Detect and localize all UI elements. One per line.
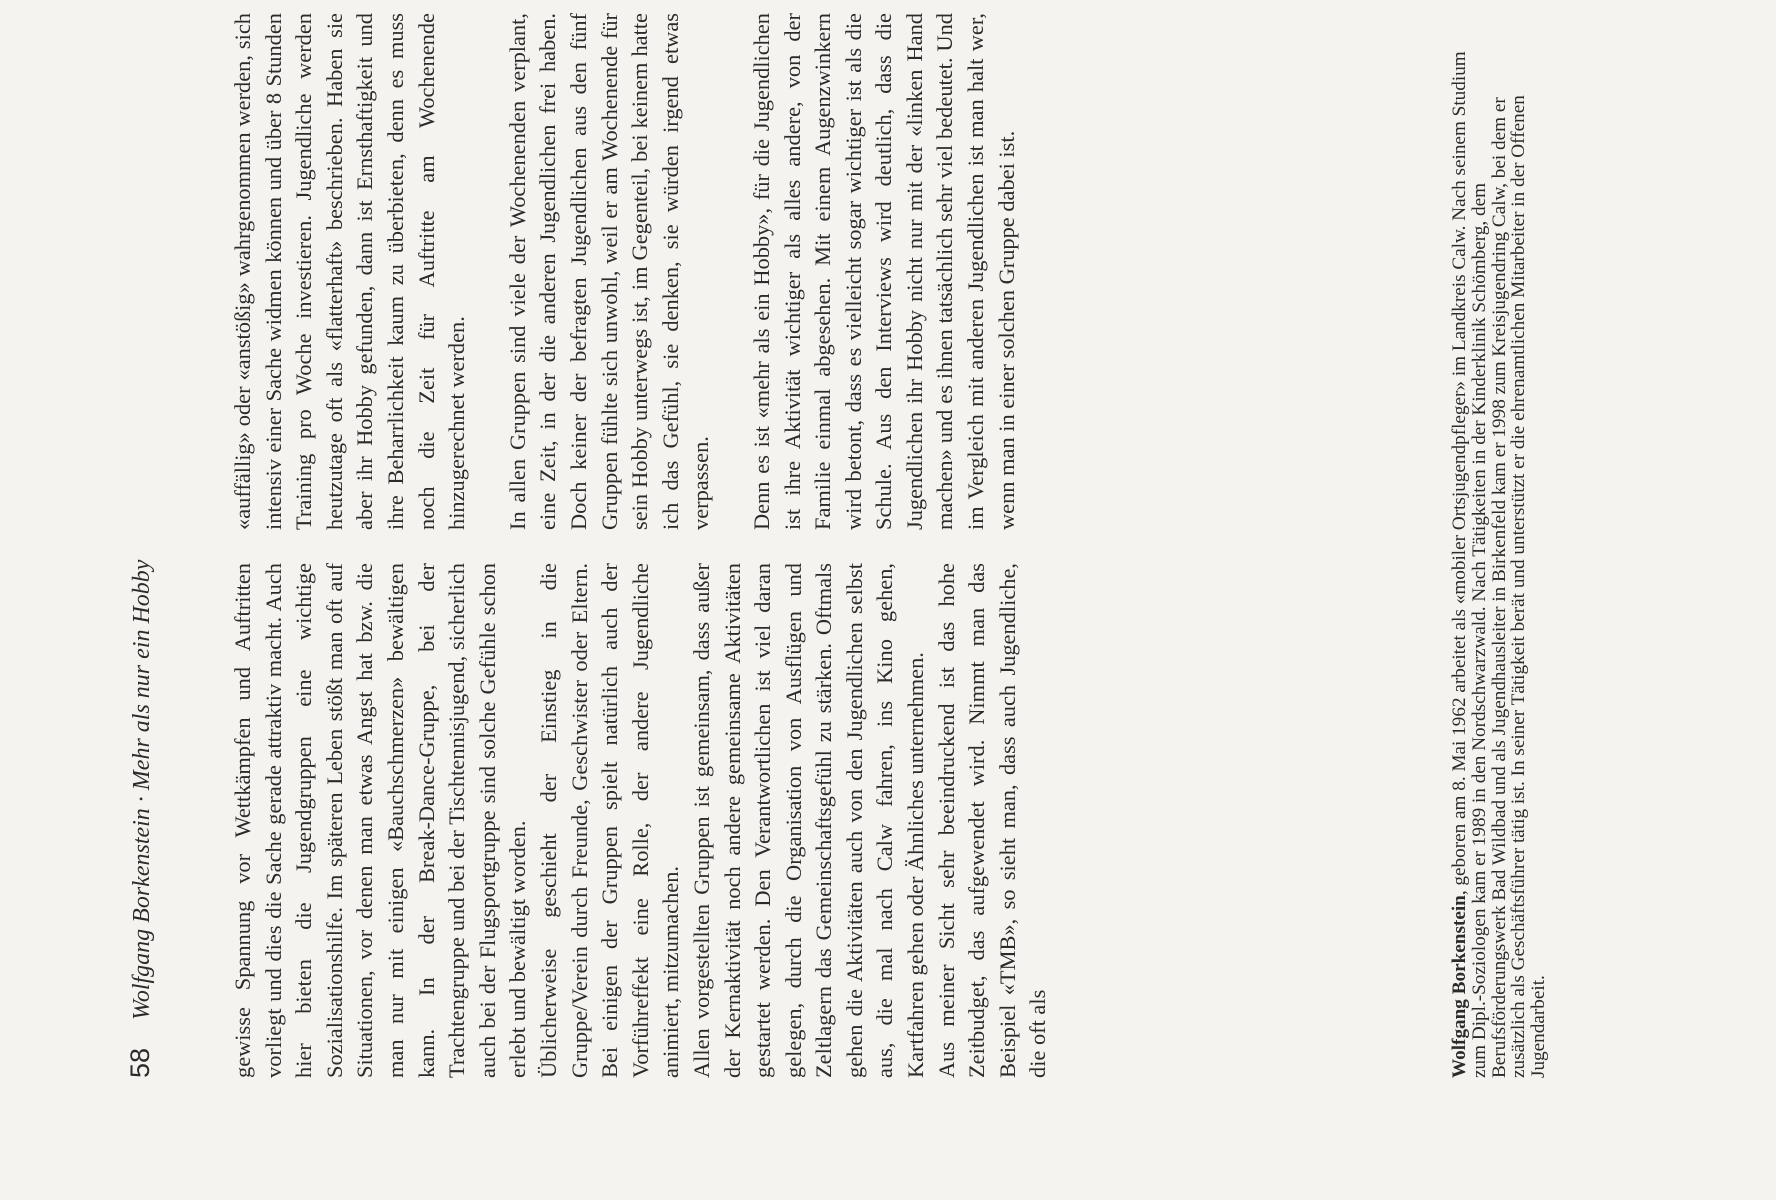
- author-bio-paragraph: [1450, 18, 1549, 1078]
- left-paragraph-2: Üblicherweise geschieht der Einstieg in die Gruppe/Verein durch Freunde, Geschwister oder Eltern. Bei einigen der Gruppen spielt natürlich auch der Vorführeffekt eine Rolle, der andere Jugendliche animiert, mitzumachen.: [535, 563, 684, 1078]
- running-head-separator: ·: [129, 790, 155, 809]
- left-text-column: [228, 563, 1054, 1078]
- right-paragraph-2: In allen Gruppen sind viele der Wochenenden verplant, eine Zeit, in der die anderen Jugendlichen frei haben. Doch keiner der befragten Jugendlichen aus den fünf Gruppen fühlte sich unwohl, weil er am Wochenende für sein Hobby unterwegs ist, im Gegenteil, bei keinem hatte ich das Gefühl, sie denken, sie würden irgend etwas verpassen.: [504, 13, 714, 530]
- author-bio-name: Wolfgang Borkenstein: [1449, 895, 1470, 1078]
- running-head: [125, 378, 157, 1078]
- right-text-column: [228, 13, 1022, 530]
- author-bio-text: , geboren am 8. Mai 1962 arbeitet als «mobiler Ortsjugendpfleger» im Landkreis Calw. Nach seinem Studium zum Dipl.-Soziologen kam er 1989 in den Nordschwarzwald. Nach Tätigkeiten in der Kinderklinik Schömberg, dem Berufsförderungswerk Bad Wildbad und als Jugendhausleiter in Birkenfeld kam er 1998 zum Kreisjugendring Calw, bei dem er zusätzlich als Geschäftsführer tätig ist. In seiner Tätigkeit berät und unterstützt er die ehrenamtlichen Mitarbeiter in der Offenen Jugendarbeit.: [1449, 51, 1550, 1078]
- author-bio: [1450, 18, 1549, 1078]
- left-paragraph-4: Aus meiner Sicht sehr beeindruckend ist das hohe Zeitbudget, das aufgewendet wird. Nimmt man das Beispiel «TMB», so sieht man, dass auch Jugendliche, die oft als: [933, 563, 1051, 1078]
- running-head-title: Mehr als nur ein Hobby: [129, 559, 155, 791]
- running-head-author: Wolfgang Borkenstein: [129, 808, 155, 1020]
- right-paragraph-3: Denn es ist «mehr als ein Hobby», für die Jugendlichen ist ihre Aktivität wichtiger als alles andere, von der Familie einmal abgesehen. Mit einem Augenzwinkern wird betont, dass es vielleicht sogar wichtiger ist als die Schule. Aus den Interviews wird deutlich, dass die Jugendlichen ihr Hobby nicht nur mit der «linken Hand machen» und es ihnen tatsächlich sehr viel bedeutet. Und im Vergleich mit anderen Jugendlichen ist man halt wer, wenn man in einer solchen Gruppe dabei ist.: [748, 13, 1019, 530]
- left-paragraph-3: Allen vorgestellten Gruppen ist gemeinsam, dass außer der Kernaktivität noch andere gemeinsame Aktivitäten gestartet werden. Den Verantwortlichen ist viel daran gelegen, durch die Organisation von Ausflügen und Zeltlagern das Gemeinschaftsgefühl zu stärken. Oftmals gehen die Aktivitäten auch von den Jugendlichen selbst aus, die mal nach Calw fahren, ins Kino gehen, Kartfahren gehen oder Ähnliches unternehmen.: [688, 563, 929, 1078]
- left-paragraph-1: gewisse Spannung vor Wettkämpfen und Auftritten vorliegt und dies die Sache gerade attraktiv macht. Auch hier bieten die Jugendgruppen eine wichtige Sozialisationshilfe. Im späteren Leben stößt man oft auf Situationen, vor denen man etwas Angst hat bzw. die man nur mit einigen «Bauchschmerzen» bewältigen kann. In der Break-Dance-Gruppe, bei der Trachtengruppe und bei der Tischtennisjugend, sicherlich auch bei der Flugsportgruppe sind solche Gefühle schon erlebt und bewältigt worden.: [230, 563, 531, 1078]
- right-paragraph-1: «auffällig» oder «anstößig» wahrgenommen werden, sich intensiv einer Sache widmen können und über 8 Stunden Training pro Woche investieren. Jugendliche werden heutzutage oft als «flatterhaft» beschrieben. Haben sie aber ihr Hobby gefunden, dann ist Ernsthaftigkeit und ihre Beharrlichkeit kaum zu überbieten, denn es muss noch die Zeit für Auftritte am Wochenende hinzugerechnet werden.: [230, 13, 470, 530]
- page-number: 58: [125, 1047, 155, 1078]
